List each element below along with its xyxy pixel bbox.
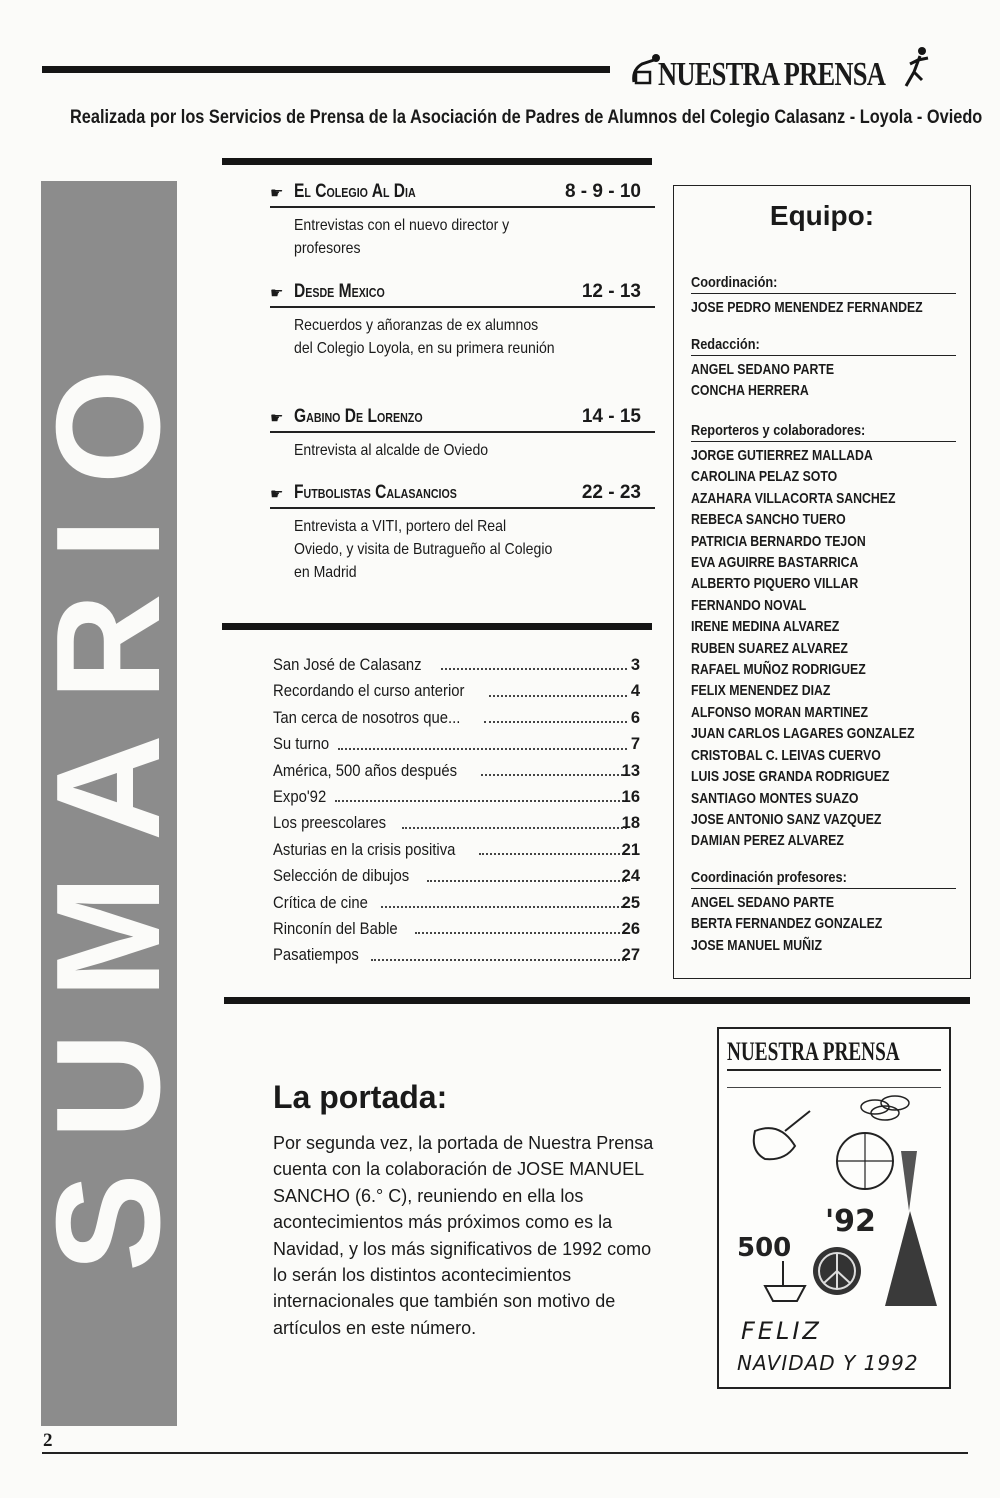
toc-page: 7 (630, 735, 640, 754)
featured-desc: Entrevista al alcalde de Oviedo (294, 442, 489, 459)
equipo-name: EVA AGUIRRE BASTARRICA (691, 554, 859, 572)
equipo-name: IRENE MEDINA ALVAREZ (691, 618, 840, 636)
equipo-name: SANTIAGO MONTES SUAZO (691, 789, 859, 807)
toc-label: América, 500 años después (273, 761, 458, 780)
equipo-name: AZAHARA VILLACORTA SANCHEZ (691, 489, 896, 507)
toc-page: 25 (621, 893, 640, 912)
pointing-hand-icon: ☛ (270, 285, 284, 302)
featured-desc: Recuerdos y añoranzas de ex alumnos del Colegio Loyola, en su primera reunión (294, 317, 555, 357)
equipo-name: JORGE GUTIERREZ MALLADA (691, 447, 873, 464)
sumario-band (26, 181, 191, 1426)
toc-page: 21 (621, 840, 640, 859)
toc-item[interactable] (273, 837, 643, 863)
toc-top-rule (222, 623, 652, 630)
equipo-name: CAROLINA PELAZ SOTO (691, 468, 838, 486)
featured-article[interactable] (270, 405, 655, 462)
toc-label: Tan cerca de nosotros que... (273, 708, 461, 727)
toc-page: 27 (621, 946, 640, 965)
toc-label: Recordando el curso anterior (273, 682, 465, 701)
cover-thumbnail (717, 1027, 951, 1389)
toc-page: 18 (621, 814, 640, 833)
toc-label: Selección de dibujos (273, 867, 410, 886)
masthead (630, 46, 930, 94)
masthead-title: NUESTRA PRENSA (658, 56, 886, 93)
equipo-name: ANGEL SEDANO PARTE (691, 894, 835, 911)
toc-item[interactable] (273, 758, 643, 784)
toc-page: 16 (621, 787, 640, 806)
equipo-heading: Coordinación profesores: (691, 869, 847, 886)
cover-expo: '92 (825, 1204, 876, 1239)
equipo-name: CONCHA HERRERA (691, 382, 809, 400)
featured-article[interactable] (270, 180, 655, 260)
equipo-section-coordinacion (691, 274, 956, 318)
toc-label: Los preescolares (273, 814, 387, 833)
toc-item[interactable] (273, 916, 643, 942)
cover-masthead: NUESTRA PRENSA (727, 1037, 900, 1066)
toc-page: 3 (630, 656, 640, 674)
featured-title: Futbolistas Calasancios (294, 482, 457, 503)
equipo-title: Equipo: (769, 200, 875, 231)
equipo-heading: Coordinación: (691, 274, 778, 291)
toc-item[interactable] (273, 731, 643, 757)
toc-list (273, 652, 643, 969)
pointing-hand-icon: ☛ (270, 185, 284, 202)
toc-label: San José de Calasanz (273, 656, 422, 674)
masthead-rule (42, 66, 610, 73)
cover-greeting-2: NAVIDAD Y 1992 (737, 1351, 919, 1375)
toc-label: Pasatiempos (273, 946, 359, 965)
sumario-word: SUMARIO (26, 335, 191, 1272)
toc-item[interactable] (273, 652, 643, 678)
featured-title: Desde Mexico (294, 281, 385, 302)
toc-item[interactable] (273, 784, 643, 810)
featured-title: El Colegio Al Dia (294, 181, 416, 202)
masthead-runner-icon (902, 46, 930, 90)
pointing-hand-icon: ☛ (270, 410, 284, 427)
equipo-section-redaccion (691, 336, 956, 402)
toc-item[interactable] (273, 678, 643, 704)
featured-pages: 14 - 15 (581, 406, 641, 427)
equipo-name: PATRICIA BERNARDO TEJON (691, 532, 866, 550)
toc-label: Su turno (273, 735, 330, 754)
toc-item[interactable] (273, 863, 643, 889)
equipo-name: LUIS JOSE GRANDA RODRIGUEZ (691, 768, 890, 786)
equipo-box (673, 185, 971, 979)
toc-page: 6 (630, 708, 640, 727)
equipo-section-profesores (691, 869, 956, 956)
pointing-hand-icon: ☛ (270, 486, 284, 503)
cover-500: 500 (737, 1233, 792, 1263)
equipo-section-reporteros (691, 422, 956, 852)
equipo-name: RAFAEL MUÑOZ RODRIGUEZ (691, 661, 866, 679)
equipo-name: BERTA FERNANDEZ GONZALEZ (691, 915, 883, 933)
featured-desc: Entrevista a VITI, portero del Real Oviedo, y visita de Butragueño al Colegio en Madrid (294, 518, 553, 581)
equipo-name: ANGEL SEDANO PARTE (691, 361, 835, 378)
equipo-name: FERNANDO NOVAL (691, 596, 807, 614)
equipo-name: JOSE MANUEL MUÑIZ (691, 936, 822, 954)
equipo-heading: Redacción: (691, 336, 760, 353)
toc-label: Expo'92 (273, 787, 327, 806)
equipo-name: JOSE PEDRO MENENDEZ FERNANDEZ (691, 299, 923, 316)
equipo-name: JOSE ANTONIO SANZ VAZQUEZ (691, 810, 882, 828)
featured-pages: 8 - 9 - 10 (564, 181, 641, 202)
featured-pages: 22 - 23 (581, 482, 641, 503)
cover-rule (727, 1069, 941, 1071)
featured-top-rule (222, 158, 652, 165)
footer-rule (42, 1452, 968, 1454)
featured-article[interactable] (270, 481, 655, 584)
equipo-name: RUBEN SUAREZ ALVAREZ (691, 639, 848, 657)
equipo-name: CRISTOBAL C. LEIVAS CUERVO (691, 746, 881, 764)
cover-rule (727, 1087, 941, 1088)
toc-label: Rinconín del Bable (273, 919, 398, 938)
subtitle: Realizada por los Servicios de Prensa de la Asociación de Padres de Alumnos del Colegio Calasanz - Loyola - Oviedo (70, 107, 983, 128)
toc-page: 26 (621, 919, 640, 938)
equipo-name: JUAN CARLOS LAGARES GONZALEZ (691, 725, 915, 743)
portada-top-rule (224, 997, 970, 1004)
portada-heading: La portada: (273, 1079, 448, 1115)
toc-page: 24 (621, 867, 640, 886)
toc-item[interactable] (273, 705, 643, 731)
toc-page: 4 (630, 682, 640, 701)
toc-item[interactable] (273, 810, 643, 836)
equipo-name: REBECA SANCHO TUERO (691, 511, 846, 529)
cover-greeting-1: FELIZ (741, 1317, 822, 1345)
toc-label: Crítica de cine (273, 893, 368, 912)
featured-title: Gabino De Lorenzo (294, 406, 423, 427)
equipo-name: DAMIAN PEREZ ALVAREZ (691, 832, 844, 850)
equipo-heading: Reporteros y colaboradores: (691, 422, 866, 439)
page-number: 2 (43, 1430, 53, 1451)
featured-desc: Entrevistas con el nuevo director y profesores (294, 217, 510, 257)
cover-illustration (725, 1091, 947, 1321)
toc-item[interactable] (273, 890, 643, 916)
equipo-name: ALBERTO PIQUERO VILLAR (691, 575, 859, 593)
featured-pages: 12 - 13 (581, 281, 641, 302)
portada-text: Por segunda vez, la portada de Nuestra Prensa cuenta con la colaboración de JOSE MANUEL SANCHO (6.° C), reuniendo en ella los acontecimientos más próximos como es la Navidad, y los más significativos de 1992 como lo serán los distintos acontecimientos internacionales que también son motivo de artículos en este número. (273, 1133, 654, 1338)
equipo-name: FELIX MENENDEZ DIAZ (691, 682, 831, 700)
featured-article[interactable] (270, 280, 655, 360)
toc-page: 13 (621, 761, 640, 780)
toc-item[interactable] (273, 942, 643, 968)
equipo-name: ALFONSO MORAN MARTINEZ (691, 703, 868, 721)
toc-label: Asturias en la crisis positiva (273, 840, 456, 859)
